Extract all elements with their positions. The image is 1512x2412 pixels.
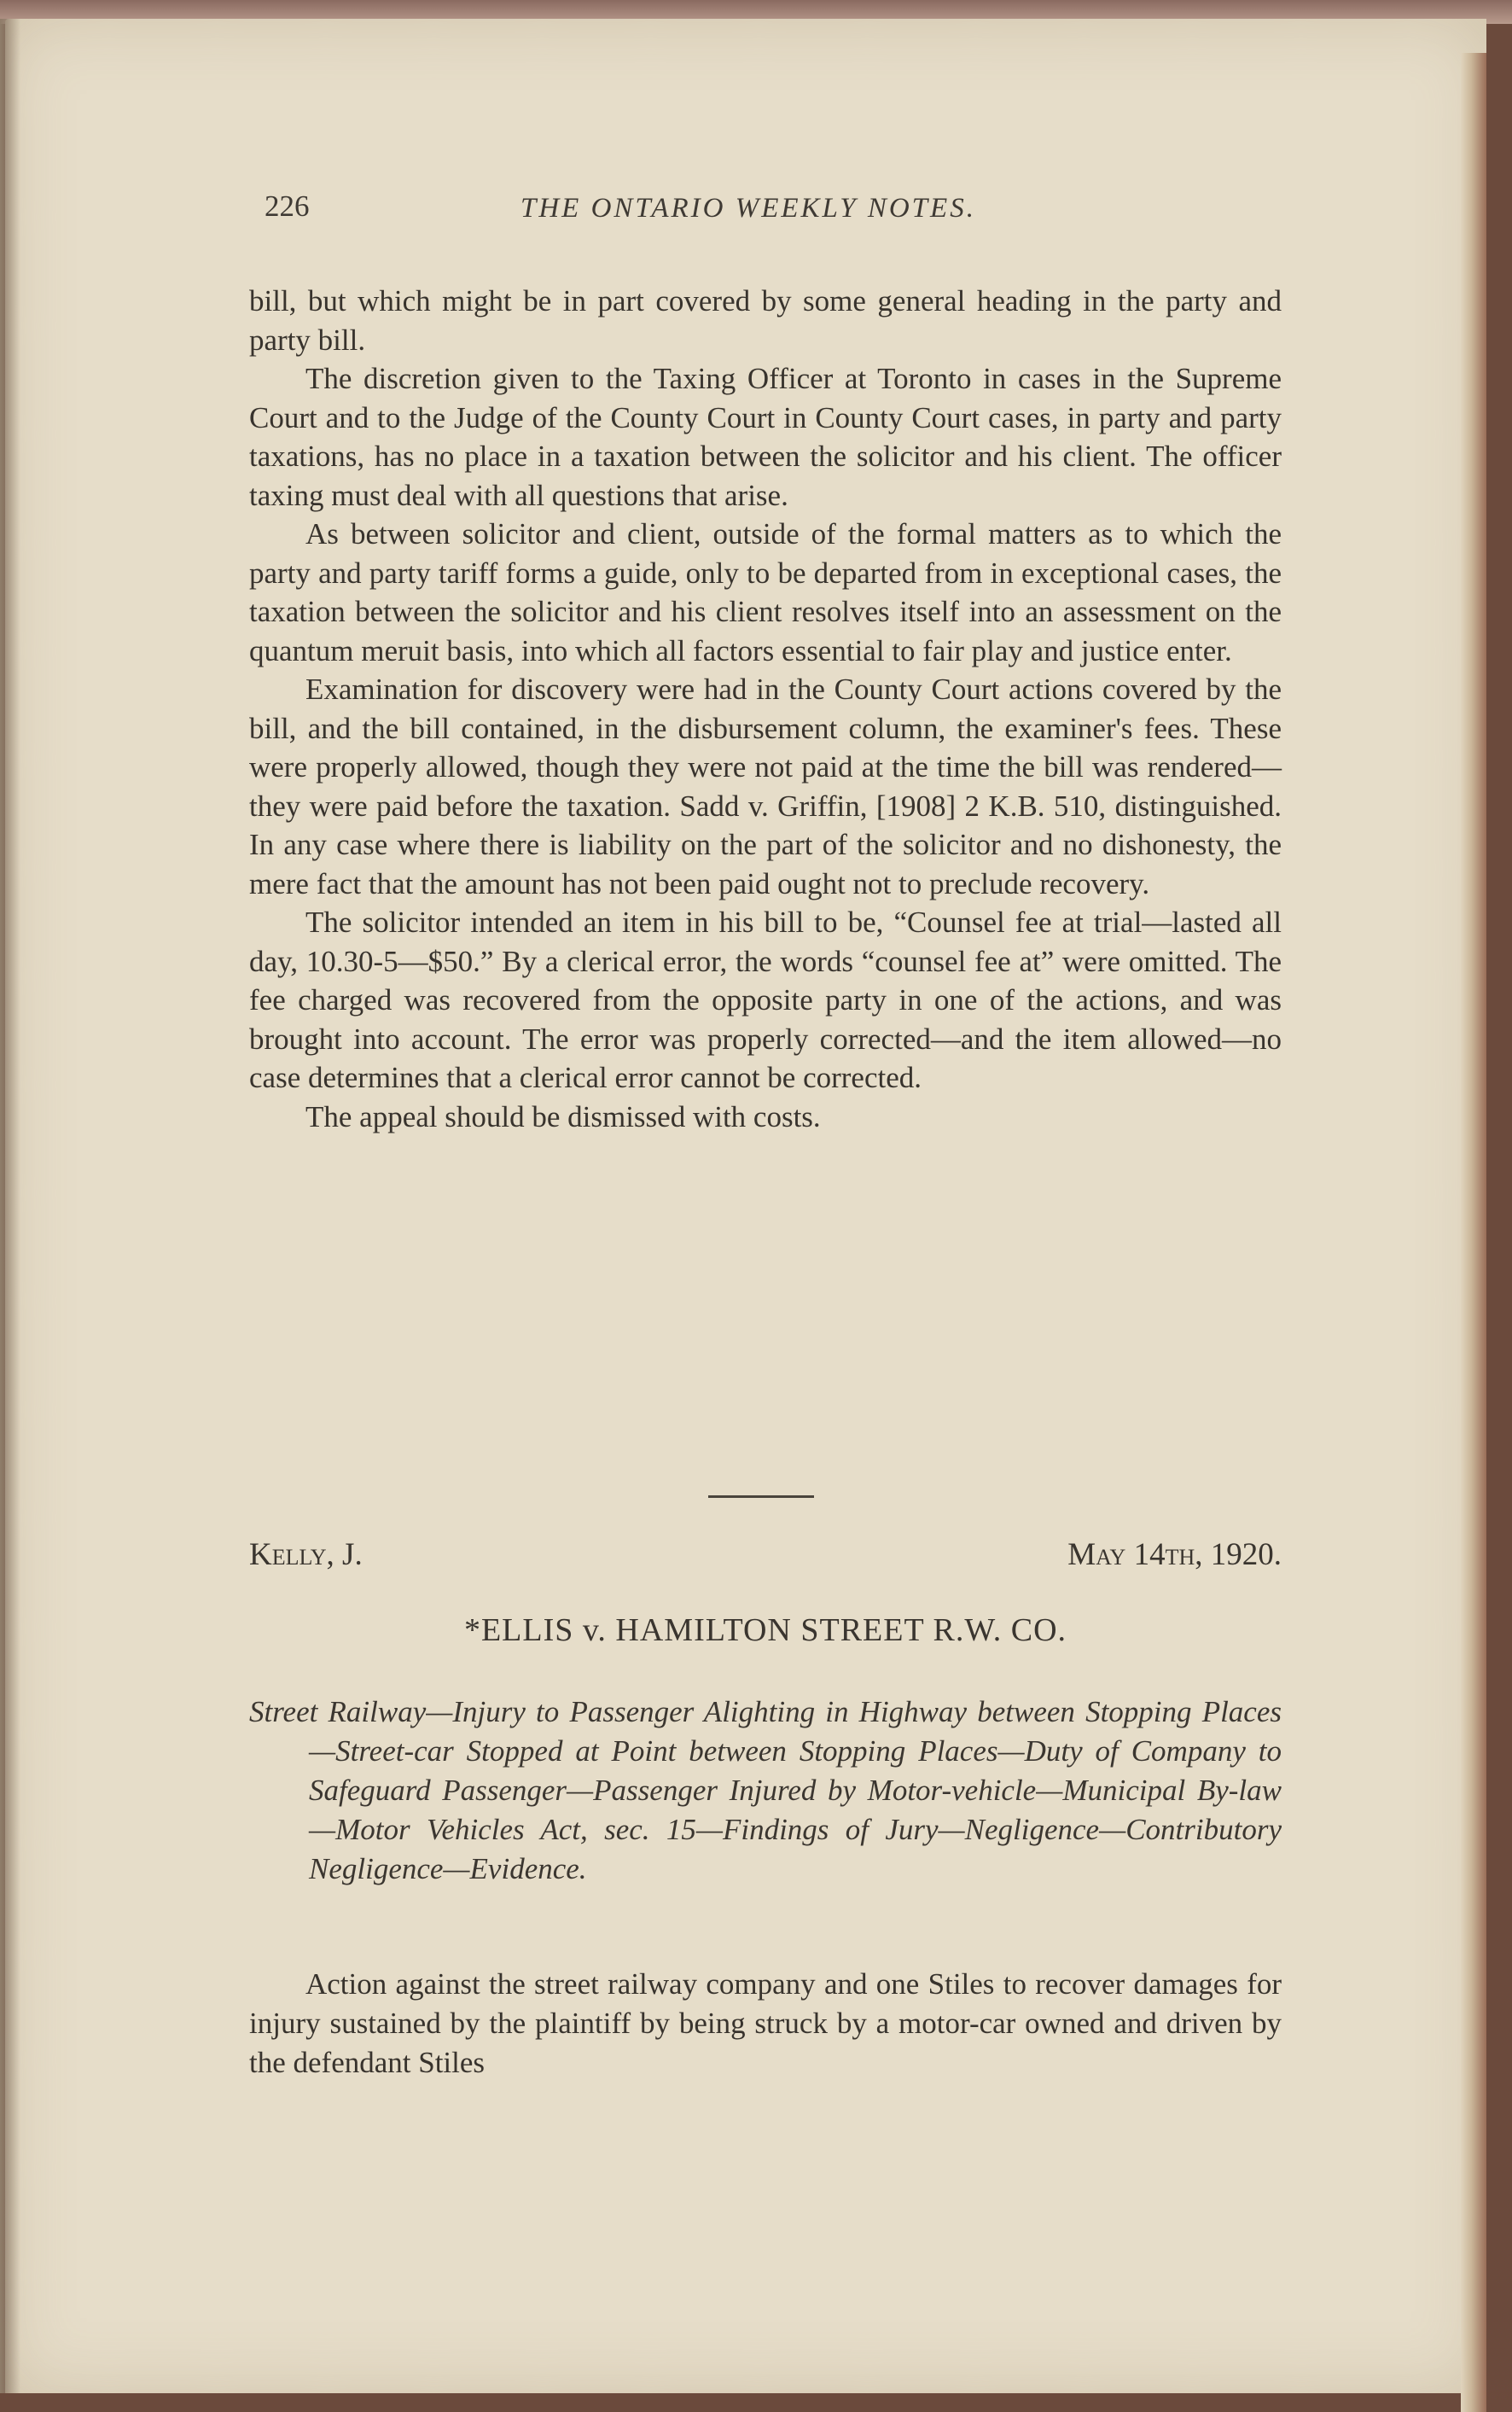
page-spine-shadow	[1461, 53, 1486, 2412]
body-text	[249, 282, 1282, 1136]
paragraph-6: The appeal should be dismissed with costs.	[305, 1099, 821, 1133]
judge-name: Kelly, J.	[249, 1537, 363, 1572]
paragraph-1: bill, but which might be in part covered by some general heading in the party and party bill.	[249, 284, 1282, 357]
paragraph-2: The discretion given to the Taxing Officer at Toronto in cases in the Supreme Court and to the Judge of the County Court in County Court cases, in party and party taxations, has no place in a taxation between the solicitor and his client. The officer taxing must deal with all questions that arise.	[249, 362, 1282, 512]
running-title: THE ONTARIO WEEKLY NOTES.	[520, 193, 976, 224]
section-divider	[708, 1495, 814, 1498]
paragraph-3: As between solicitor and client, outside of the formal matters as to which the party and party tariff forms a guide, only to be departed from in exceptional cases, the taxation between the solicitor and his client resolves itself into an assessment on the quantum meruit basis, into which all factors essential to fair play and justice enter.	[249, 517, 1282, 667]
page-edge-shadow	[0, 19, 20, 2393]
action-paragraph: Action against the street railway company and one Stiles to recover damages for injury sustained by the plaintiff by being struck by a motor-car owned and driven by the defendant Stiles	[249, 1967, 1282, 2079]
headnote: Street Railway—Injury to Passenger Alighting in Highway between Stopping Places—Street-car Stopped at Point between Stopping Places—Duty of Company to Safeguard Passenger—Passenger Injured by Motor-vehicle—Municipal By-law—Motor Vehicles Act, sec. 15—Findings of Jury—Negligence—Contributory Negligence—Evidence.	[249, 1695, 1282, 1885]
judgment-date: May 14th, 1920.	[1067, 1537, 1282, 1572]
paragraph-5: The solicitor intended an item in his bill to be, “Counsel fee at trial—lasted all day, 10.30-5—$50.” By a clerical error, the words “counsel fee at” were omitted. The fee charged was recovered from the opposite party in one of the actions, and was brought into account. The error was properly corrected—and the item allowed—no case determines that a clerical error cannot be corrected.	[249, 906, 1282, 1094]
paragraph-4: Examination for discovery were had in the County Court actions covered by the bill, and the bill contained, in the disbursement column, the examiner's fees. These were properly allowed, though they were not paid at the time the bill was rendered—they were paid before the taxation. Sadd v. Griffin, [1908] 2 K.B. 510, distinguished. In any case where there is liability on the part of the solicitor and no dishonesty, the mere fact that the amount has not been paid ought not to preclude recovery.	[249, 673, 1282, 900]
page-header	[265, 189, 1288, 232]
page-number: 226	[265, 189, 310, 223]
case-title: *ELLIS v. HAMILTON STREET R.W. CO.	[463, 1612, 1067, 1648]
